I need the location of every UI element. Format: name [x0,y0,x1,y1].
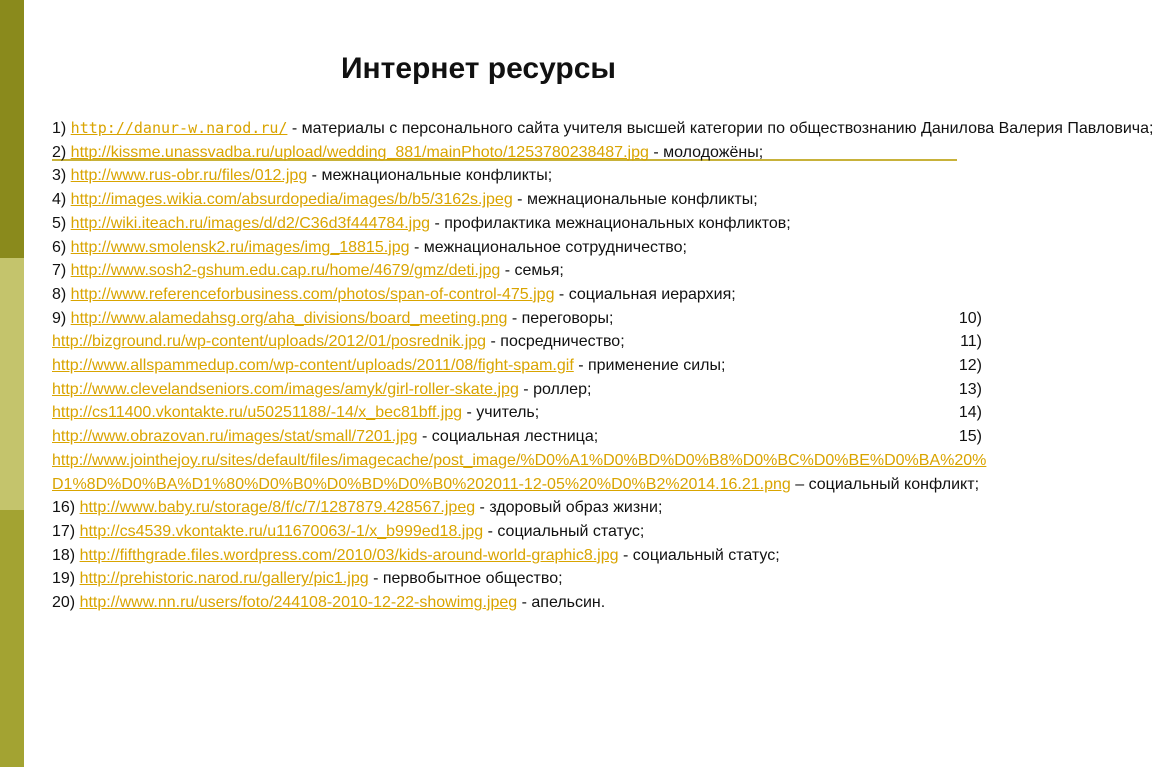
entry-number: 5) [52,214,71,232]
resource-description: - межнациональные конфликты; [307,167,553,185]
resource-entry [52,591,992,615]
resource-entry [52,141,992,165]
resource-link[interactable]: http://www.clevelandseniors.com/images/amyk/girl-roller-skate.jpg [52,380,519,398]
resource-entry [52,236,992,260]
decorative-side-bar-top [0,0,24,258]
resource-link[interactable]: http://wiki.iteach.ru/images/d/d2/C36d3f444784.jpg [70,214,431,232]
resource-description: - апельсин. [517,594,606,612]
resource-description: – социальный конфликт; [790,475,980,493]
resource-description: - учитель; [462,404,540,422]
resource-description: - посредничество; [486,333,625,351]
resource-link[interactable]: http://www.referenceforbusiness.com/photos/span-of-control-475.jpg [70,285,555,303]
entry-number: 18) [52,546,80,564]
resource-entry [52,259,992,283]
entry-number: 8) [52,285,71,303]
entry-number: 7) [52,262,71,280]
resource-entry [52,496,992,520]
resource-link[interactable]: http://images.wikia.com/absurdopedia/images/b/b5/3162s.jpeg [70,191,513,209]
resource-entry [52,544,992,568]
resource-entry [52,449,992,496]
resource-description: - социальный статус; [618,546,780,564]
resource-description: - социальный статус; [483,522,645,540]
slide-title: Интернет ресурсы [340,52,617,85]
resource-description: - первобытное общество; [368,570,563,588]
resource-link[interactable]: http://www.alamedahsg.org/aha_divisions/board_meeting.png [70,309,508,327]
resource-entry [52,117,1153,141]
resource-entry [52,567,992,591]
resource-link[interactable]: http://www.jointhejoy.ru/sites/default/files/imagecache/post_image/%D0%A1%D0%BD%D0%B8%D0%BC%D0%BE%D0%BA%20%D1%8D%D0%BA%D1%80%D0%B0%D0%BD%D0%B0%202011-12-05%20%D0%B2%2014.16.21.png [52,451,987,493]
next-entry-number: 12) [958,357,982,375]
resource-link[interactable]: http://cs4539.vkontakte.ru/u11670063/-1/x_b999ed18.jpg [79,522,484,540]
resource-link[interactable]: http://www.sosh2-gshum.edu.cap.ru/home/4679/gmz/deti.jpg [70,262,501,280]
resource-description: - молодожёны; [648,143,764,161]
resource-description: - семья; [500,262,564,280]
resource-entry [52,354,992,378]
entry-number: 2) [52,143,71,161]
next-entry-number: 13) [958,380,982,398]
resource-description: - роллер; [518,380,592,398]
entry-number: 9) [52,309,71,327]
resource-description: - применение силы; [573,357,726,375]
resource-link[interactable]: http://danur-w.narod.ru/ [70,119,288,137]
entry-number: 1) [52,120,71,137]
resource-description: - материалы с персонального сайта учителя высшей категории по обществознанию Данилова Валерия Павловича; [287,120,1153,137]
resource-description: - межнациональные конфликты; [512,191,758,209]
resource-link[interactable]: http://www.rus-obr.ru/files/012.jpg [70,167,308,185]
resource-description: - социальная иерархия; [554,285,736,303]
next-entry-number: 14) [958,404,982,422]
entry-number: 16) [52,499,80,517]
entry-number: 3) [52,167,71,185]
resource-description: - социальная лестница; [417,428,599,446]
resource-link[interactable]: http://bizground.ru/wp-content/uploads/2012/01/posrednik.jpg [52,333,487,351]
entry-number: 6) [52,238,71,256]
entry-number: 19) [52,570,80,588]
decorative-side-bar-bottom [0,510,24,767]
resource-entry [52,283,992,307]
decorative-side-bar-middle [0,258,24,510]
resource-entry [52,307,992,331]
resource-link[interactable]: http://www.nn.ru/users/foto/244108-2010-12-22-showimg.jpeg [79,594,518,612]
resource-link[interactable]: http://www.baby.ru/storage/8/f/c/7/1287879.428567.jpeg [79,499,476,517]
resource-link[interactable]: http://fifthgrade.files.wordpress.com/2010/03/kids-around-world-graphic8.jpg [79,546,619,564]
resource-entry [52,188,992,212]
resource-entry [52,425,992,449]
next-entry-number: 15) [958,428,982,446]
resource-link[interactable]: http://cs11400.vkontakte.ru/u50251188/-14/x_bec81bff.jpg [52,404,463,422]
resource-entry [52,378,992,402]
entry-number: 17) [52,522,80,540]
resource-link[interactable]: http://www.allspammedup.com/wp-content/uploads/2011/08/fight-spam.gif [52,357,574,375]
next-entry-number: 10) [958,309,982,327]
resource-link[interactable]: http://kissme.unassvadba.ru/upload/wedding_881/mainPhoto/1253780238487.jpg [70,143,649,161]
next-entry-number: 11) [960,333,982,351]
entry-number: 20) [52,594,80,612]
resource-entry [52,330,992,354]
resource-entry [52,212,992,236]
resource-description: - профилактика межнациональных конфликтов; [430,214,791,232]
resource-link[interactable]: http://prehistoric.narod.ru/gallery/pic1.jpg [79,570,369,588]
resource-link[interactable]: http://www.obrazovan.ru/images/stat/small/7201.jpg [52,428,418,446]
resource-entry [52,164,992,188]
resource-description: - межнациональное сотрудничество; [409,238,687,256]
resource-entry [52,401,992,425]
resource-link[interactable]: http://www.smolensk2.ru/images/img_18815.jpg [70,238,410,256]
resource-description: - переговоры; [507,309,614,327]
entry-number: 4) [52,191,71,209]
resource-entry [52,520,992,544]
resource-list [52,117,1153,615]
resource-description: - здоровый образ жизни; [475,499,663,517]
